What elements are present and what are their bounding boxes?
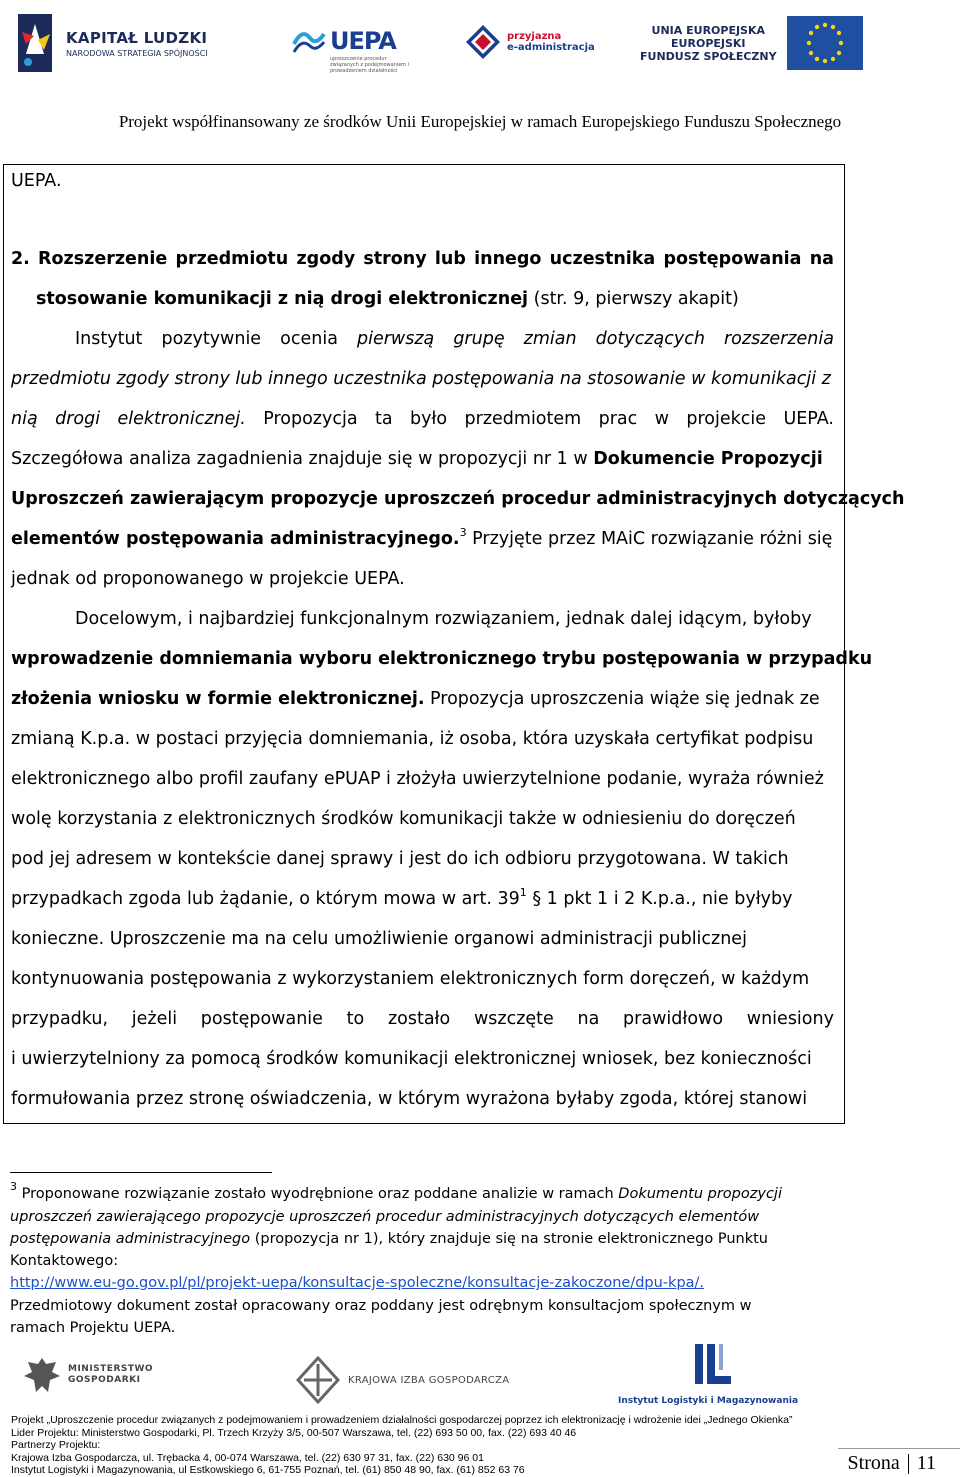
mg-line-2: GOSPODARKI bbox=[68, 1375, 141, 1385]
footnote-line-2: uproszczeń zawierającego propozycje uproszczeń procedur administracyjnych dotyczących elementów bbox=[10, 1209, 760, 1225]
footnote-number: 3 bbox=[10, 1180, 17, 1193]
heading-word: uczestnika bbox=[549, 249, 656, 269]
uepa-wordmark: UEPA bbox=[330, 27, 396, 55]
body-line-6 bbox=[11, 408, 834, 430]
bold-text: złożenia wniosku w formie elektronicznej. bbox=[11, 689, 425, 709]
heading-word: strony bbox=[363, 249, 427, 269]
text: Przyjęte przez MAiC rozwiązanie różni się bbox=[466, 529, 833, 549]
body-line-14: zmianą K.p.a. w postaci przyjęcia domniemania, iż osoba, która uzyskała certyfikat podpisu bbox=[11, 729, 814, 749]
body-line-4 bbox=[75, 328, 834, 350]
body-line-18 bbox=[11, 888, 793, 910]
heading-word: zgody bbox=[296, 249, 356, 269]
word: dotyczących bbox=[595, 329, 705, 349]
przyjazna-e-administracja-logo bbox=[465, 24, 595, 60]
eu-flag-icon bbox=[787, 16, 863, 70]
body-line-21 bbox=[11, 1008, 834, 1030]
body-line-23: formułowania przez stronę oświadczenia, w którym wyrażona byłaby zgoda, której stanowi bbox=[11, 1089, 808, 1109]
body-line-7 bbox=[11, 448, 823, 470]
footnote-line-3 bbox=[10, 1228, 814, 1250]
text: (propozycja nr 1), który znajduje się na stronie elektronicznego Punktu bbox=[250, 1231, 768, 1247]
footnote-line-7: ramach Projektu UEPA. bbox=[10, 1320, 176, 1336]
heading-word: 2. bbox=[11, 249, 30, 269]
word: drogi bbox=[55, 409, 101, 429]
header-logos bbox=[0, 0, 960, 95]
kapital-ludzki-logo bbox=[18, 14, 208, 72]
italic-text: Dokumentu propozycji bbox=[618, 1186, 782, 1202]
text: Propozycja uproszczenia wiąże się jednak ze bbox=[424, 689, 820, 709]
word: przypadku, bbox=[11, 1009, 109, 1029]
footnote-line-6: Przedmiotowy dokument został opracowany oraz poddany jest odrębnym konsultacjom społecznym w bbox=[10, 1298, 752, 1314]
section-heading-cont bbox=[36, 288, 739, 310]
body-line-9 bbox=[11, 528, 832, 550]
word: Instytut bbox=[75, 329, 143, 349]
body-line-19: konieczne. Uproszczenie ma na celu umożliwienie organowi administracji publicznej bbox=[11, 929, 747, 949]
ue-line-3: FUNDUSZ SPOŁECZNY bbox=[640, 49, 777, 63]
word: prac bbox=[598, 409, 638, 429]
word: w bbox=[654, 409, 669, 429]
footer-line-1: Projekt „Uproszczenie procedur związanych z podejmowaniem i prowadzeniem działalności gospodarczej poprzez ich elektronizację i wdrożenie idei „Jednego Okienka” bbox=[11, 1414, 793, 1426]
word: nią bbox=[11, 409, 38, 429]
heading-word: postępowania bbox=[663, 249, 802, 269]
heading-word: lub bbox=[434, 249, 466, 269]
page-separator bbox=[908, 1454, 909, 1474]
kig-text: KRAJOWA IZBA GOSPODARCZA bbox=[348, 1374, 510, 1386]
heading-word: Rozszerzenie bbox=[38, 249, 168, 269]
text: Szczegółowa analiza zagadnienia znajduje się w propozycji nr 1 w bbox=[11, 449, 594, 469]
footnote-separator bbox=[10, 1172, 272, 1173]
body-line-16: wolę korzystania z elektronicznych środków komunikacji także w odniesieniu do doręczeń bbox=[11, 809, 796, 829]
word: rozszerzenia bbox=[723, 329, 834, 349]
word: UEPA. bbox=[783, 409, 834, 429]
word: było bbox=[409, 409, 448, 429]
bold-text: elementów postępowania administracyjnego. bbox=[11, 529, 460, 549]
uepa-logo bbox=[292, 24, 410, 74]
word: ocenia bbox=[280, 329, 338, 349]
word: jeżeli bbox=[131, 1009, 178, 1029]
project-cofinancing-line: Projekt współfinansowany ze środków Unii Europejskiej w ramach Europejskiego Funduszu Społecznego bbox=[118, 112, 842, 131]
word: ta bbox=[374, 409, 393, 429]
ue-line-2: EUROPEJSKI bbox=[671, 36, 746, 50]
eagle-emblem-icon bbox=[22, 1354, 62, 1396]
uepa-subtitle: uproszczenie procedur związanych z podejmowaniem i prowadzeniem działalności bbox=[330, 56, 410, 74]
word: zmian bbox=[523, 329, 577, 349]
page-label: Strona bbox=[847, 1452, 900, 1474]
word: przedmiotem bbox=[464, 409, 582, 429]
body-line-22: i uwierzytelniony za pomocą środków komunikacji elektronicznej wniosek, bez konieczności bbox=[11, 1049, 812, 1069]
word: pierwszą bbox=[356, 329, 435, 349]
body-line-20: kontynuowania postępowania z wykorzystaniem elektronicznych form doręczeń, w każdym bbox=[11, 969, 810, 989]
footer-line-2: Lider Projektu: Ministerstwo Gospodarki, Pl. Trzech Krzyży 3/5, 00-507 Warszawa, tel. (22) 693 50 00, fax. (22) 693 40 46 bbox=[11, 1427, 577, 1439]
body-line-8: Uproszczeń zawierającym propozycje uproszczeń procedur administracyjnych dotyczących bbox=[11, 489, 905, 509]
ilim-mark-icon bbox=[673, 1338, 743, 1388]
word: pozytywnie bbox=[161, 329, 262, 349]
heading-bold: stosowanie komunikacji z nią drogi elektronicznej bbox=[36, 289, 529, 309]
kapital-ludzki-subtitle: NARODOWA STRATEGIA SPÓJNOŚCI bbox=[66, 48, 208, 58]
word: na bbox=[577, 1009, 600, 1029]
page-number-rule bbox=[838, 1448, 960, 1449]
heading-ref: (str. 9, pierwszy akapit) bbox=[528, 289, 739, 309]
body-line-10: jednak od proponowanego w projekcie UEPA. bbox=[11, 569, 405, 589]
kapital-ludzki-title: KAPITAŁ LUDZKI bbox=[66, 28, 208, 47]
ministerstwo-gospodarki-logo bbox=[22, 1354, 153, 1396]
footer-line-3: Partnerzy Projektu: bbox=[11, 1439, 101, 1451]
kapital-ludzki-emblem-icon bbox=[18, 14, 52, 72]
page-number-value: 11 bbox=[916, 1452, 936, 1474]
footnote-ref[interactable]: 3 bbox=[459, 526, 467, 539]
word: wniesiony bbox=[746, 1009, 834, 1029]
body-line-15: elektronicznego albo profil zaufany ePUAP i złożyła uwierzytelnione podanie, wyraża również bbox=[11, 769, 824, 789]
ilim-logo bbox=[618, 1338, 798, 1406]
mg-line-1: MINISTERSTWO bbox=[68, 1364, 154, 1374]
word: prawidłowo bbox=[623, 1009, 724, 1029]
diamond-icon bbox=[465, 24, 501, 60]
heading-word: na bbox=[809, 249, 834, 269]
text: przypadkach zgoda lub żądanie, o którym mowa w art. 39 bbox=[11, 889, 520, 909]
word: wszczęte bbox=[473, 1009, 554, 1029]
bold-text: Dokumencie Propozycji bbox=[593, 449, 823, 469]
ue-line-1: UNIA EUROPEJSKA bbox=[651, 23, 766, 37]
word: zostało bbox=[387, 1009, 451, 1029]
footnote-link[interactable]: http://www.eu-go.gov.pl/pl/projekt-uepa/konsultacje-spoleczne/konsultacje-zakoczone/dpu-kpa/. bbox=[10, 1275, 705, 1291]
kig-emblem-icon bbox=[296, 1356, 340, 1404]
footer-line-5: Instytut Logistyki i Magazynowania, ul Estkowskiego 6, 61-755 Poznań, tel. (61) 850 48 90, fax. (61) 852 63 76 bbox=[11, 1464, 525, 1476]
text: § 1 pkt 1 i 2 K.p.a., nie byłyby bbox=[526, 889, 793, 909]
italic-text: postępowania administracyjnego bbox=[10, 1231, 251, 1247]
word: postępowanie bbox=[200, 1009, 323, 1029]
page-number bbox=[848, 1452, 936, 1475]
pe-line-2: e-administracja bbox=[507, 42, 595, 53]
krajowa-izba-gospodarcza-logo bbox=[296, 1356, 509, 1404]
heading-word: innego bbox=[474, 249, 542, 269]
word: to bbox=[346, 1009, 365, 1029]
body-line-12: wprowadzenie domniemania wyboru elektronicznego trybu postępowania w przypadku bbox=[11, 649, 873, 669]
pe-line-1: przyjazna bbox=[507, 31, 562, 42]
heading-word: przedmiotu bbox=[175, 249, 289, 269]
footer-line-4: Krajowa Izba Gospodarcza, ul. Trębacka 4, 00-074 Warszawa, tel. (22) 630 97 31, fax. (22) 630 96 01 bbox=[11, 1452, 484, 1464]
body-line-17: pod jej adresem w kontekście danej sprawy i jest do ich odbioru przygotowana. W takich bbox=[11, 849, 789, 869]
body-line-13 bbox=[11, 688, 820, 710]
text: Proponowane rozwiązanie zostało wyodrębnione oraz poddane analizie w ramach bbox=[17, 1186, 619, 1202]
footnote-line-1 bbox=[10, 1180, 814, 1205]
ilim-text: Instytut Logistyki i Magazynowania bbox=[618, 1396, 799, 1406]
footnote-line-4: Kontaktowego: bbox=[10, 1253, 119, 1269]
word: Propozycja bbox=[263, 409, 358, 429]
word: grupę bbox=[453, 329, 505, 349]
word: projekcie bbox=[686, 409, 767, 429]
superscript: 1 bbox=[519, 886, 527, 899]
eu-logo bbox=[640, 16, 863, 70]
section-heading bbox=[11, 248, 834, 270]
body-line-11: Docelowym, i najbardziej funkcjonalnym rozwiązaniem, jednak dalej idącym, byłoby bbox=[75, 609, 812, 629]
body-line-5: przedmiotu zgody strony lub innego uczestnika postępowania na stosowanie w komunikacji z bbox=[11, 369, 831, 389]
uepa-wave-icon bbox=[292, 24, 326, 58]
word: elektronicznej. bbox=[117, 409, 246, 429]
body-line-1: UEPA. bbox=[11, 171, 62, 191]
